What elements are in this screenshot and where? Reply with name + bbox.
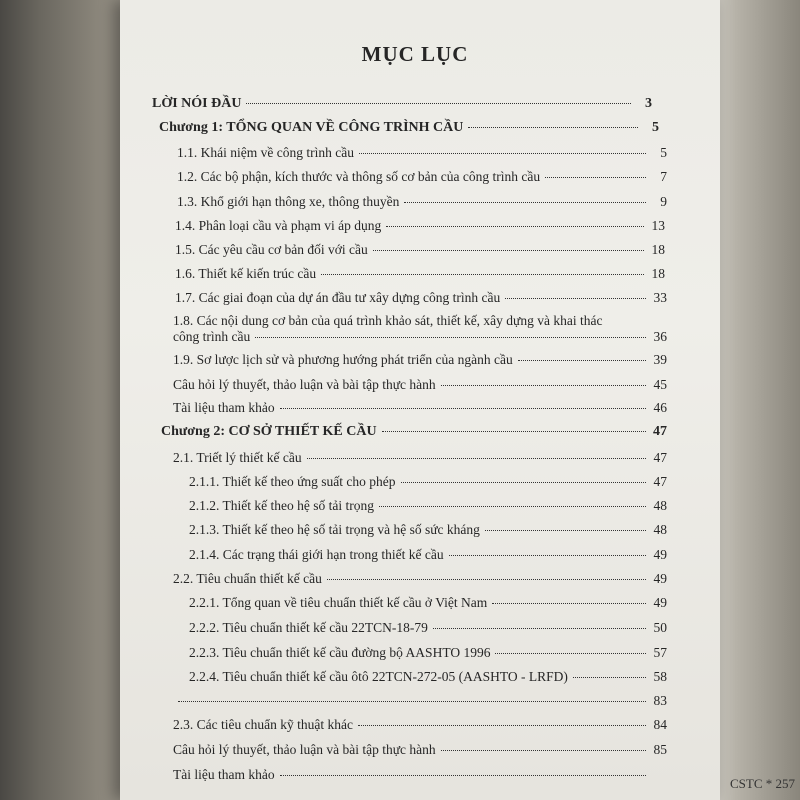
toc-entry: [175, 242, 665, 258]
toc-entry: [189, 522, 667, 538]
dot-leader: [307, 458, 646, 459]
toc-entry-page: 5: [660, 145, 667, 160]
toc-entry-label: Chương 2: CƠ SỞ THIẾT KẾ CẦU: [161, 424, 377, 439]
toc-entry-page: 18: [651, 242, 665, 257]
toc-entry-page: 7: [660, 169, 667, 184]
toc-entry-label: 2.2.3. Tiêu chuẩn thiết kế cầu đường bộ AASHTO 1996: [189, 645, 491, 660]
toc-entry: [152, 96, 652, 112]
toc-entry-page: 18: [651, 266, 665, 281]
toc-entry: [173, 571, 667, 587]
toc-entry-page: 36: [653, 329, 667, 344]
toc-entry-label: Tài liệu tham khảo: [173, 400, 275, 415]
dot-leader: [246, 103, 631, 104]
dot-leader: [518, 360, 646, 361]
dot-leader: [386, 226, 644, 227]
toc-entry-label: 2.2. Tiêu chuẩn thiết kế cầu: [173, 571, 322, 586]
toc-entry-label: Tài liệu tham khảo: [173, 767, 275, 782]
toc-entry: [175, 290, 667, 306]
toc-entry-label: 1.1. Khái niệm về công trình cầu: [177, 145, 354, 160]
dot-leader: [449, 555, 646, 556]
toc-entry-label: 2.1.4. Các trạng thái giới hạn trong thiết kế cầu: [189, 547, 444, 562]
toc-entry-page: 49: [653, 547, 667, 562]
toc-entry-label: Câu hỏi lý thuyết, thảo luận và bài tập thực hành: [173, 742, 436, 757]
toc-entry-page: 57: [653, 645, 667, 660]
page-footer: CSTC * 257: [729, 776, 795, 791]
toc-entry: [175, 266, 665, 282]
dot-leader: [433, 628, 646, 629]
toc-entry-page: 48: [653, 522, 667, 537]
toc-entry-page: 46: [653, 400, 667, 415]
toc-entry-page: 83: [653, 693, 667, 708]
dot-leader: [321, 274, 644, 275]
toc-entry-label: 2.1.3. Thiết kế theo hệ số tải trọng và hệ số sức kháng: [189, 522, 480, 537]
toc-entry: [175, 218, 665, 234]
toc-entry: [173, 400, 667, 416]
toc-entry-label: 1.5. Các yêu cầu cơ bản đối với cầu: [175, 242, 368, 257]
dot-leader: [373, 250, 644, 251]
toc-entry: [189, 547, 667, 563]
toc-entry-page: 85: [653, 742, 667, 757]
page-title: MỤC LỤC: [361, 42, 469, 66]
toc-entry-page: 9: [660, 194, 667, 209]
toc-entry: [173, 717, 667, 733]
toc-entry-label: 1.6. Thiết kế kiến trúc cầu: [175, 266, 317, 281]
dot-leader: [545, 177, 646, 178]
dot-leader: [441, 750, 646, 751]
toc-entry-label: 2.1.1. Thiết kế theo ứng suất cho phép: [189, 474, 396, 489]
toc-entry-label: 1.3. Khổ giới hạn thông xe, thông thuyền: [177, 194, 400, 209]
dot-leader: [441, 385, 646, 386]
toc-entry-page: 13: [651, 218, 665, 233]
toc-entry-page: 3: [645, 96, 652, 111]
toc-entry-label: Chương 1: TỔNG QUAN VỀ CÔNG TRÌNH CẦU: [159, 120, 464, 135]
toc-entry: [173, 313, 667, 345]
toc-entry-label: Câu hỏi lý thuyết, thảo luận và bài tập thực hành: [173, 377, 436, 392]
toc-entry-label: LỜI NÓI ĐẦU: [152, 96, 242, 111]
toc-entry-continuation: [173, 329, 667, 345]
toc-content: [152, 0, 667, 800]
toc-entry-page: 48: [653, 498, 667, 513]
toc-entry: [173, 352, 667, 368]
toc-entry-label: 2.3. Các tiêu chuẩn kỹ thuật khác: [173, 717, 353, 732]
toc-entry: [173, 450, 667, 466]
toc-entry-label-line2: công trình cầu: [173, 329, 251, 344]
dot-leader: [379, 506, 646, 507]
toc-entry-label: 2.1. Triết lý thiết kế cầu: [173, 450, 302, 465]
toc-entry-page: 49: [653, 595, 667, 610]
toc-entry-page: 58: [653, 669, 667, 684]
dot-leader: [178, 701, 646, 702]
toc-entry: [173, 767, 667, 783]
toc-entry: [189, 645, 667, 661]
dot-leader: [505, 298, 646, 299]
toc-entry: [189, 498, 667, 514]
toc-entry-label: 1.8. Các nội dung cơ bản của quá trình khảo sát, thiết kế, xây dựng và khai thác: [173, 313, 603, 328]
toc-entry: [177, 169, 667, 185]
toc-entry-label: 2.2.4. Tiêu chuẩn thiết kế cầu ôtô 22TCN-272-05 (AASHTO - LRFD): [189, 669, 568, 684]
toc-entry: [173, 377, 667, 393]
toc-entry-page: 50: [653, 620, 667, 635]
dot-leader: [280, 408, 646, 409]
dot-leader: [280, 775, 646, 776]
toc-entry-page: 39: [653, 352, 667, 367]
toc-entry-label: 1.2. Các bộ phận, kích thước và thông số cơ bản của công trình cầu: [177, 169, 541, 184]
dot-leader: [485, 530, 646, 531]
toc-entry-label: 2.2.1. Tổng quan về tiêu chuẩn thiết kế cầu ở Việt Nam: [189, 595, 488, 610]
dot-leader: [468, 127, 638, 128]
dot-leader: [492, 603, 646, 604]
dot-leader: [495, 653, 646, 654]
toc-entry: [189, 669, 667, 685]
dot-leader: [573, 677, 646, 678]
toc-entry: [159, 120, 659, 136]
toc-entry: [177, 194, 667, 210]
toc-entry: [173, 693, 667, 709]
toc-entry-label: 2.1.2. Thiết kế theo hệ số tải trọng: [189, 498, 374, 513]
toc-entry-page: 47: [653, 474, 667, 489]
toc-entry: [189, 595, 667, 611]
toc-entry: [189, 474, 667, 490]
dot-leader: [401, 482, 646, 483]
toc-entry: [173, 742, 667, 758]
toc-entry-page: 5: [652, 120, 659, 135]
toc-entry-page: 45: [653, 377, 667, 392]
dot-leader: [327, 579, 646, 580]
toc-entry-label: 2.2.2. Tiêu chuẩn thiết kế cầu 22TCN-18-79: [189, 620, 428, 635]
dot-leader: [404, 202, 646, 203]
dot-leader: [358, 725, 646, 726]
dot-leader: [255, 337, 646, 338]
toc-entry: [161, 424, 667, 440]
toc-entry-label: 1.9. Sơ lược lịch sử và phương hướng phát triển của ngành cầu: [173, 352, 513, 367]
toc-entry: [189, 620, 667, 636]
dot-leader: [382, 431, 646, 432]
toc-entry-page: 49: [653, 571, 667, 586]
dot-leader: [359, 153, 646, 154]
toc-entry-page: 47: [653, 424, 667, 439]
toc-entry-label: 1.4. Phân loại cầu và phạm vi áp dụng: [175, 218, 382, 233]
toc-entry-page: 47: [653, 450, 667, 465]
toc-entry-page: 84: [653, 717, 667, 732]
toc-entry-page: 33: [653, 290, 667, 305]
toc-entry-label: 1.7. Các giai đoạn của dự án đầu tư xây dựng công trình cầu: [175, 290, 501, 305]
toc-entry: [177, 145, 667, 161]
